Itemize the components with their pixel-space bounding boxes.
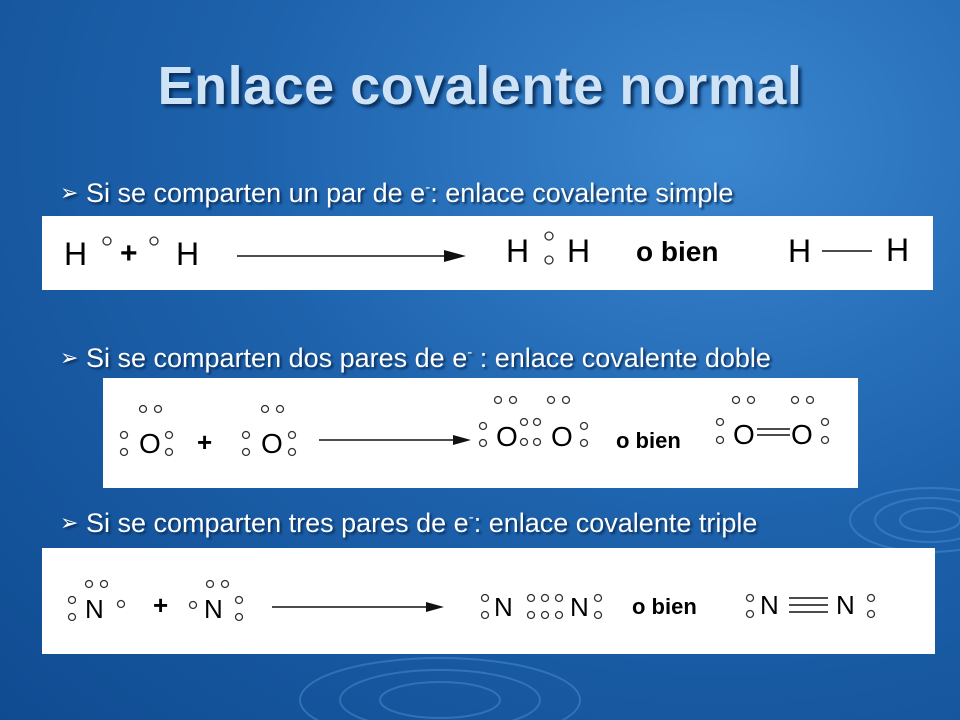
electron-dot <box>289 449 296 456</box>
bullet-text-tail: : enlace covalente simple <box>430 178 734 208</box>
electron-dot <box>69 614 76 621</box>
electron-dot <box>595 595 602 602</box>
electron-dot <box>482 595 489 602</box>
bond-atom-left: H <box>788 233 812 269</box>
reaction-arrow-icon <box>453 435 471 445</box>
electron-dot <box>166 449 173 456</box>
electron-dot <box>190 602 197 609</box>
electron-dot <box>69 597 76 604</box>
bullet-text: Si se comparten tres pares de e <box>86 508 469 538</box>
bullet-arrow-icon: ➢ <box>60 180 79 205</box>
bullet-triple <box>60 508 757 539</box>
electron-dot <box>868 611 875 618</box>
product-atom-right: N <box>570 592 589 622</box>
electron-dot <box>581 440 588 447</box>
electron-dot <box>121 449 128 456</box>
electron-dot <box>155 406 162 413</box>
electron-dot <box>243 449 250 456</box>
bullet-text-tail: : enlace covalente triple <box>473 508 758 538</box>
electron-dot <box>103 237 111 245</box>
electron-dot <box>121 432 128 439</box>
electron-charge: - <box>468 509 474 526</box>
reaction-arrow-icon <box>444 250 466 262</box>
equation-panel-simple <box>42 216 933 290</box>
electron-dot <box>222 581 229 588</box>
electron-dot <box>480 423 487 430</box>
electron-dot <box>807 397 814 404</box>
electron-dot <box>140 406 147 413</box>
bullet-simple <box>60 178 733 209</box>
electron-dot <box>542 595 549 602</box>
electron-dot <box>542 612 549 619</box>
electron-dot <box>150 237 158 245</box>
electron-dot <box>556 595 563 602</box>
atom-o-right: O <box>261 428 283 459</box>
electron-dot <box>101 581 108 588</box>
electron-dot <box>748 397 755 404</box>
electron-dot <box>521 439 528 446</box>
bond-atom-left: N <box>760 590 779 620</box>
product-atom-left: O <box>496 421 518 452</box>
electron-dot <box>495 397 502 404</box>
electron-dot <box>548 397 555 404</box>
bullet-text: Si se comparten un par de e <box>86 178 426 208</box>
electron-dot <box>236 614 243 621</box>
atom-o-left: O <box>139 428 161 459</box>
atom-h-left: H <box>64 236 88 272</box>
or-label: o bien <box>636 236 719 267</box>
atom-n-right: N <box>204 594 223 624</box>
electron-dot <box>480 440 487 447</box>
bond-atom-left: O <box>733 419 755 450</box>
electron-dot <box>545 256 553 264</box>
bullet-text-tail: : enlace covalente doble <box>472 343 771 373</box>
product-atom-left: H <box>506 233 530 269</box>
plus-sign: + <box>120 237 138 270</box>
plus-sign: + <box>197 427 213 457</box>
electron-dot <box>545 232 553 240</box>
electron-dot <box>118 601 125 608</box>
slide-title: Enlace covalente normal <box>157 56 803 116</box>
bullet-arrow-icon: ➢ <box>60 510 79 535</box>
electron-dot <box>595 612 602 619</box>
bullet-text: Si se comparten dos pares de e <box>86 343 468 373</box>
electron-dot <box>563 397 570 404</box>
electron-dot <box>747 595 754 602</box>
electron-dot <box>166 432 173 439</box>
electron-dot <box>521 419 528 426</box>
or-label: o bien <box>616 428 681 453</box>
product-atom-right: H <box>567 233 591 269</box>
electron-dot <box>510 397 517 404</box>
electron-dot <box>534 419 541 426</box>
electron-dot <box>822 437 829 444</box>
reaction-arrow-icon <box>426 602 444 612</box>
electron-dot <box>277 406 284 413</box>
product-atom-right: O <box>551 421 573 452</box>
electron-dot <box>262 406 269 413</box>
electron-dot <box>86 581 93 588</box>
electron-dot <box>528 595 535 602</box>
electron-dot <box>792 397 799 404</box>
equation-panel-doble <box>103 378 858 488</box>
bullet-arrow-icon: ➢ <box>60 345 79 370</box>
product-atom-left: N <box>494 592 513 622</box>
plus-sign: + <box>153 590 169 620</box>
atom-n-left: N <box>85 594 104 624</box>
electron-dot <box>243 432 250 439</box>
electron-dot <box>207 581 214 588</box>
electron-dot <box>747 611 754 618</box>
electron-dot <box>733 397 740 404</box>
electron-dot <box>868 595 875 602</box>
electron-dot <box>528 612 535 619</box>
electron-charge: - <box>467 344 473 361</box>
electron-dot <box>482 612 489 619</box>
electron-dot <box>556 612 563 619</box>
electron-dot <box>289 432 296 439</box>
equation-panel-triple <box>42 548 935 654</box>
bond-atom-right: O <box>791 419 813 450</box>
electron-dot <box>236 597 243 604</box>
bond-atom-right: H <box>886 232 910 268</box>
electron-dot <box>534 439 541 446</box>
electron-dot <box>822 419 829 426</box>
bond-atom-right: N <box>836 590 855 620</box>
or-label: o bien <box>632 594 697 619</box>
bullet-doble <box>60 343 771 374</box>
electron-dot <box>717 437 724 444</box>
electron-charge: - <box>425 179 431 196</box>
electron-dot <box>717 419 724 426</box>
atom-h-right: H <box>176 236 200 272</box>
electron-dot <box>581 423 588 430</box>
